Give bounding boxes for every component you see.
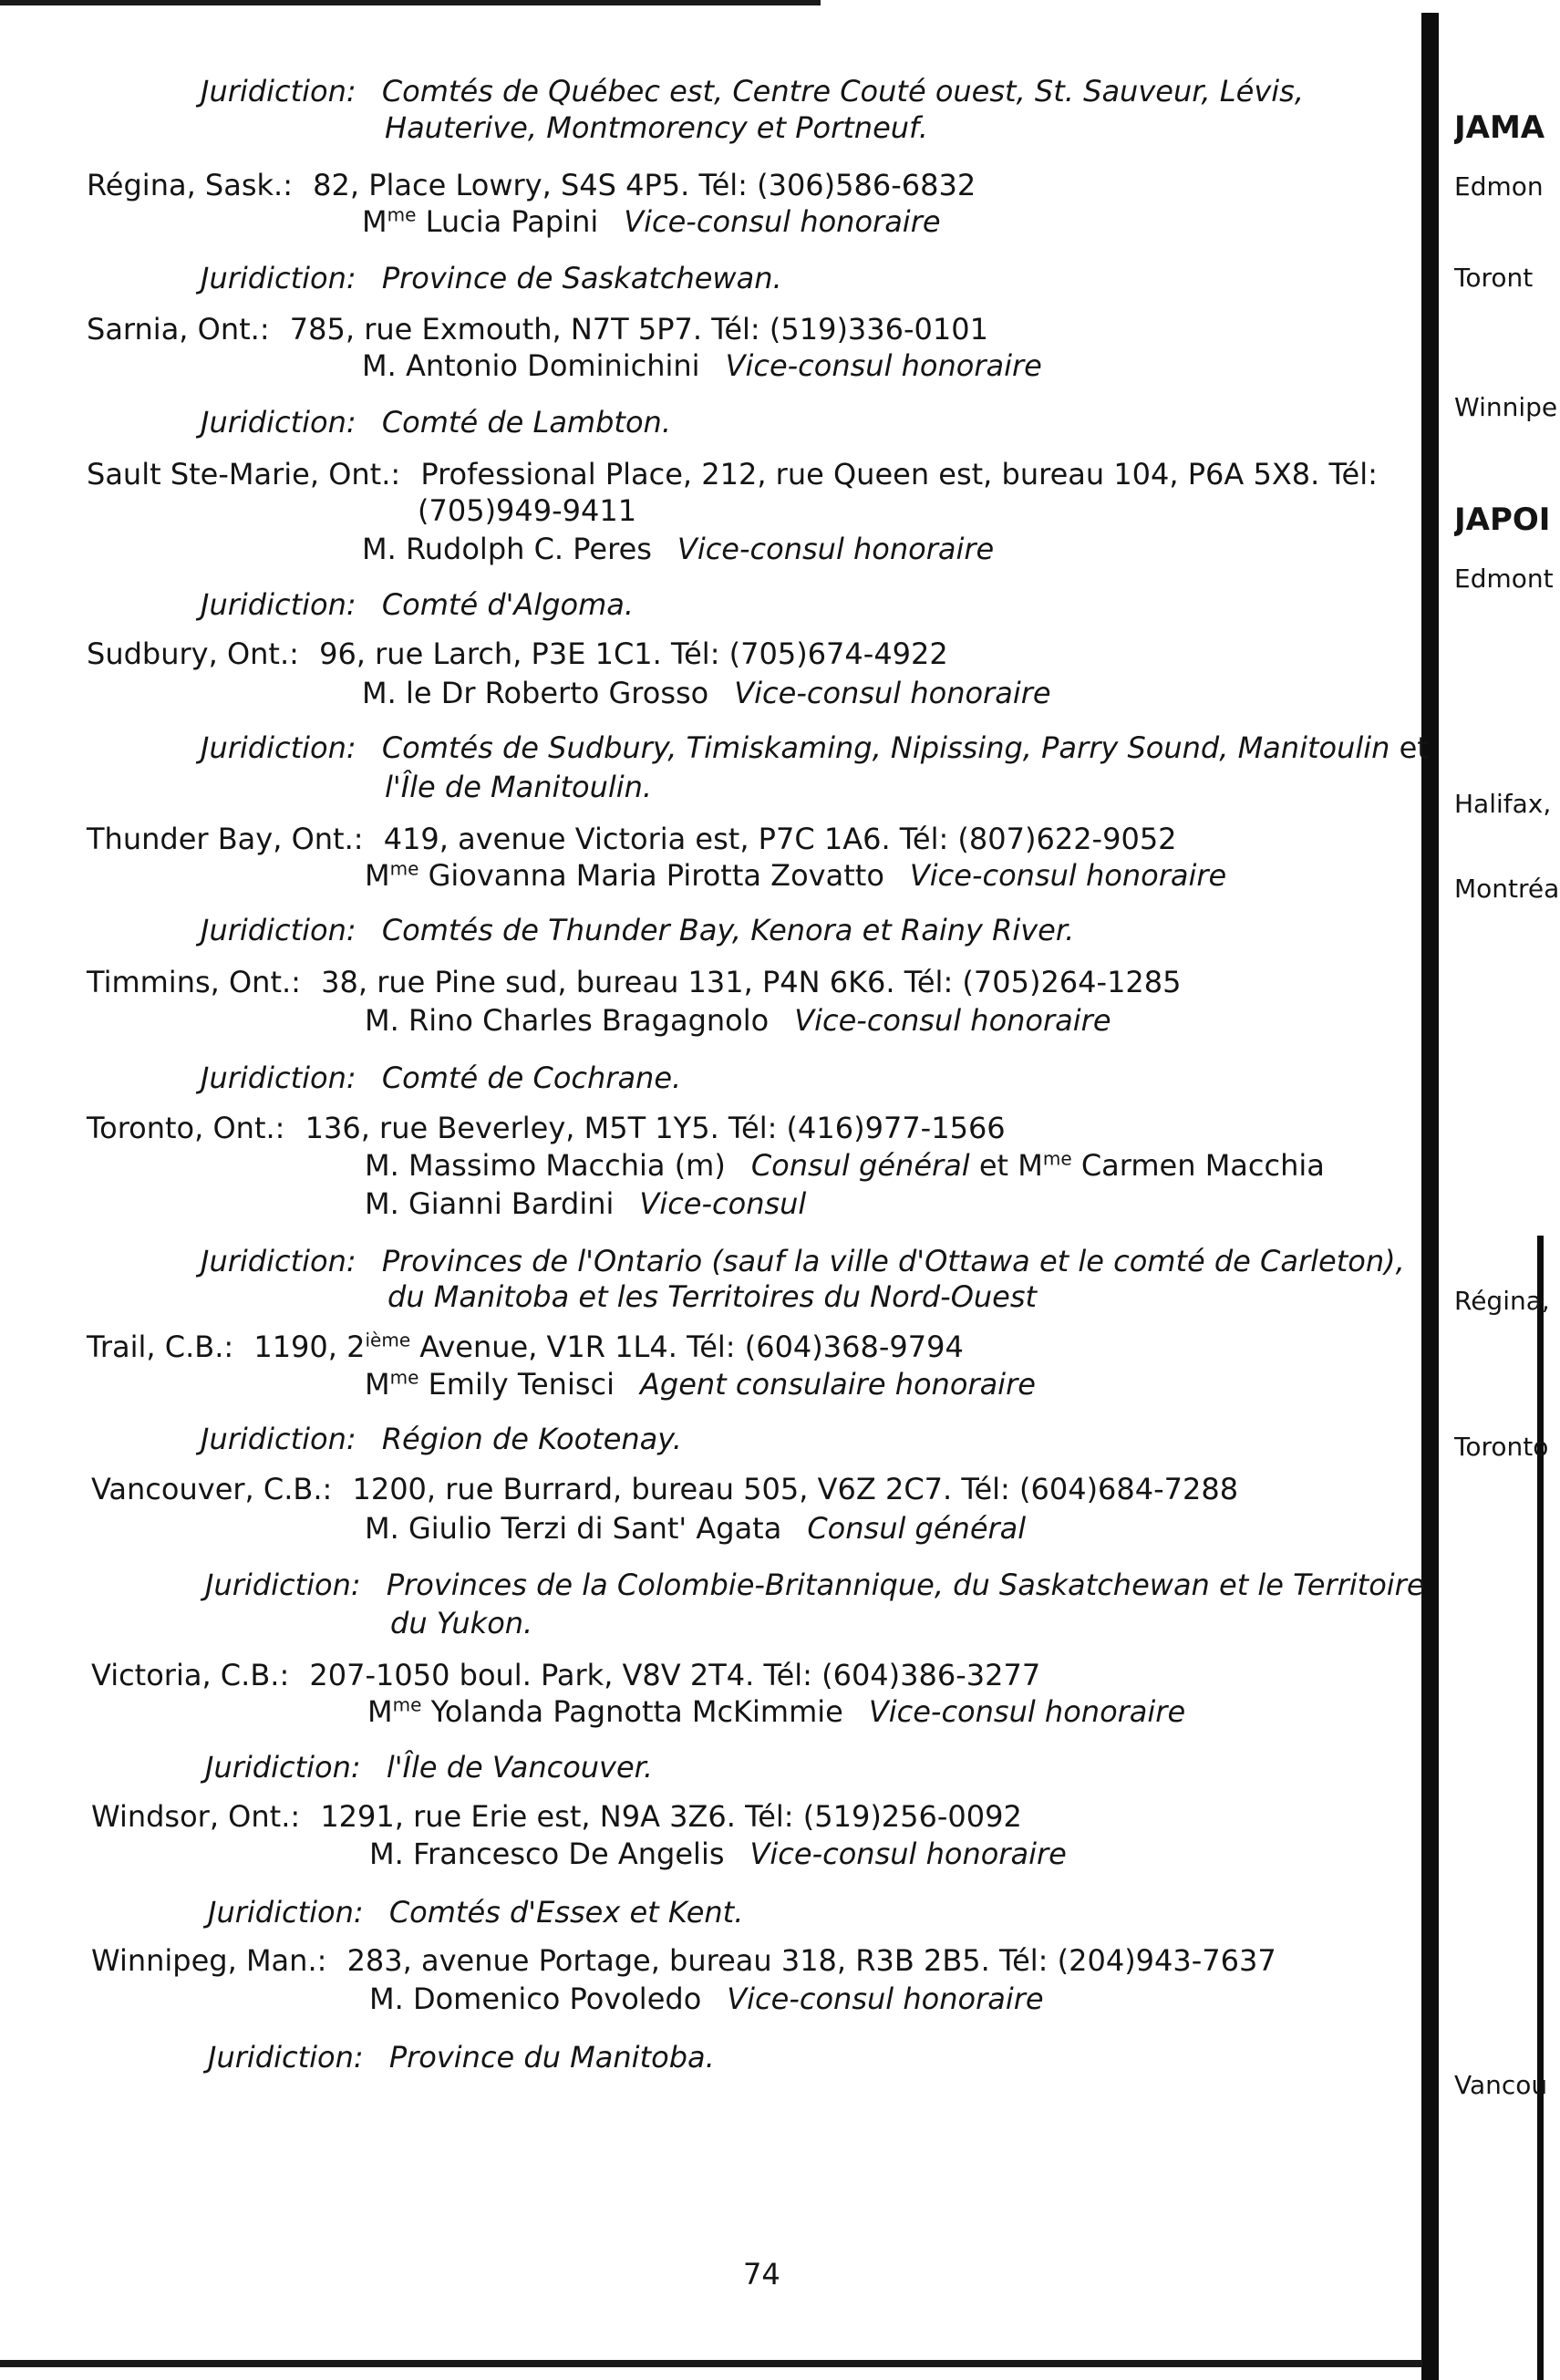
consulate-address-line: (705)949-9411 bbox=[418, 493, 637, 528]
consulate-address-line: Winnipeg, Man.: 283, avenue Portage, bureau 318, R3B 2B5. Tél: (204)943-7637 bbox=[91, 1943, 1276, 1978]
city-name: Montréa bbox=[1454, 874, 1560, 904]
consulate-address-line: Windsor, Ont.: 1291, rue Erie est, N9A 3Z6. Tél: (519)256-0092 bbox=[91, 1799, 1022, 1834]
jurisdiction-line: Juridiction: Provinces de l'Ontario (sauf la ville d'Ottawa et le comté de Carleton), bbox=[201, 1244, 1405, 1278]
jurisdiction-line: Juridiction: Région de Kootenay. bbox=[201, 1422, 682, 1456]
city-name: Sault Ste-Marie, Ont.: bbox=[87, 457, 401, 492]
consul-person: M. Antonio Dominichini Vice-consul honoraire bbox=[362, 348, 1042, 383]
city-name: Victoria, C.B.: bbox=[91, 1658, 290, 1692]
city-name: Régina, bbox=[1454, 1286, 1550, 1316]
consulate-address-line: Sudbury, Ont.: 96, rue Larch, P3E 1C1. Tél: (705)674-4922 bbox=[87, 636, 948, 671]
jurisdiction-line: Juridiction: Comtés de Thunder Bay, Kenora et Rainy River. bbox=[201, 913, 1075, 947]
city-name: Windsor, Ont.: bbox=[91, 1799, 301, 1834]
jurisdiction-line: Juridiction: Comté de Lambton. bbox=[201, 405, 671, 440]
jurisdiction-line: Juridiction: Comté d'Algoma. bbox=[201, 587, 635, 622]
page-number: 74 bbox=[743, 2257, 780, 2292]
city-name: Régina, Sask.: bbox=[87, 168, 293, 202]
consul-person: $M^{me}$ Lucia Papini Vice-consul honoraire bbox=[362, 203, 941, 239]
consulate-address-line: Vancouver, C.B.: 1200, rue Burrard, bureau 505, V6Z 2C7. Tél: (604)684-7288 bbox=[91, 1472, 1239, 1506]
jurisdiction-line: Juridiction: Comtés de Sudbury, Timiskaming, Nipissing, Parry Sound, Manitoulin et bbox=[201, 730, 1429, 765]
consulate-address-line: Thunder Bay, Ont.: 419, avenue Victoria est, P7C 1A6. Tél: (807)622-9052 bbox=[87, 822, 1177, 856]
jurisdiction-line: l'Île de Manitoulin. bbox=[385, 770, 653, 804]
city-name: Edmont bbox=[1454, 564, 1554, 594]
city-name: Toronto, Ont.: bbox=[87, 1111, 285, 1145]
consulate-address-line: Toronto, Ont.: 136, rue Beverley, M5T 1Y5. Tél: (416)977-1566 bbox=[87, 1111, 1006, 1145]
facing-page-column bbox=[1454, 0, 1560, 2380]
consulate-address-line: Régina, Sask.: 82, Place Lowry, S4S 4P5. Tél: (306)586-6832 bbox=[87, 168, 976, 202]
jurisdiction-line: Juridiction: Comtés de Québec est, Centre Couté ouest, St. Sauveur, Lévis, bbox=[201, 74, 1304, 109]
city-name: Timmins, Ont.: bbox=[87, 965, 301, 999]
city-name: Toront bbox=[1454, 263, 1534, 293]
consul-person: $M^{me}$ Yolanda Pagnotta McKimmie Vice-consul honoraire bbox=[367, 1693, 1186, 1729]
jurisdiction-line: Juridiction: Comté de Cochrane. bbox=[201, 1061, 682, 1095]
consul-person: $M^{me}$ Giovanna Maria Pirotta Zovatto Vice-consul honoraire bbox=[365, 857, 1227, 893]
city-name: Sarnia, Ont.: bbox=[87, 312, 270, 347]
consul-person: M. Massimo Macchia (m) Consul général et $M^{me}$ Carmen Macchia bbox=[365, 1147, 1325, 1183]
city-name: Edmon bbox=[1454, 171, 1544, 202]
jurisdiction-line: Juridiction: l'Île de Vancouver. bbox=[205, 1750, 654, 1785]
city-name: Winnipe bbox=[1454, 392, 1558, 422]
jurisdiction-line: Juridiction: Provinces de la Colombie-Britannique, du Saskatchewan et le Territoire bbox=[205, 1568, 1425, 1602]
consul-person: M. le Dr Roberto Grosso Vice-consul honoraire bbox=[362, 676, 1051, 710]
consulate-address-line: Trail, C.B.: 1190, 2ième Avenue, V1R 1L4. Tél: (604)368-9794 bbox=[87, 1329, 964, 1364]
consul-person: M. Francesco De Angelis Vice-consul honoraire bbox=[369, 1837, 1067, 1871]
top-edge-rule bbox=[0, 0, 821, 5]
consul-person: M. Giulio Terzi di Sant' Agata Consul général bbox=[365, 1511, 1027, 1546]
binding-gutter bbox=[1421, 13, 1439, 2380]
country-heading: JAMA bbox=[1454, 109, 1545, 146]
city-name: Vancouver, C.B.: bbox=[91, 1472, 333, 1506]
city-name: Halifax, bbox=[1454, 789, 1552, 819]
consulate-address-line: Sarnia, Ont.: 785, rue Exmouth, N7T 5P7. Tél: (519)336-0101 bbox=[87, 312, 988, 347]
consul-person: $M^{me}$ Emily Tenisci Agent consulaire honoraire bbox=[365, 1366, 1036, 1402]
consulate-address-line: Sault Ste-Marie, Ont.: Professional Place, 212, rue Queen est, bureau 104, P6A 5X8. Tél: bbox=[87, 457, 1378, 492]
city-name: Toronto bbox=[1454, 1432, 1549, 1462]
city-name: Trail, C.B.: bbox=[87, 1330, 234, 1364]
jurisdiction-line: Juridiction: Province du Manitoba. bbox=[208, 2040, 715, 2075]
jurisdiction-line: du Manitoba et les Territoires du Nord-Ouest bbox=[387, 1279, 1038, 1314]
jurisdiction-line: Hauterive, Montmorency et Portneuf. bbox=[385, 110, 928, 145]
city-name: Sudbury, Ont.: bbox=[87, 636, 299, 671]
consulate-address-line: Timmins, Ont.: 38, rue Pine sud, bureau 131, P4N 6K6. Tél: (705)264-1285 bbox=[87, 965, 1182, 999]
country-heading: JAPOI bbox=[1454, 502, 1551, 538]
consul-person: M. Rudolph C. Peres Vice-consul honoraire bbox=[362, 532, 995, 566]
city-name: Thunder Bay, Ont.: bbox=[87, 822, 364, 856]
consulate-address-line: Victoria, C.B.: 207-1050 boul. Park, V8V 2T4. Tél: (604)386-3277 bbox=[91, 1658, 1041, 1692]
city-name: Vancou bbox=[1454, 2070, 1548, 2100]
consul-person: M. Domenico Povoledo Vice-consul honoraire bbox=[369, 1982, 1044, 2016]
consul-person: M. Gianni Bardini Vice-consul bbox=[365, 1186, 807, 1221]
city-name: Winnipeg, Man.: bbox=[91, 1943, 327, 1978]
jurisdiction-line: Juridiction: Comtés d'Essex et Kent. bbox=[208, 1895, 744, 1930]
consul-person: M. Rino Charles Bragagnolo Vice-consul honoraire bbox=[365, 1003, 1111, 1038]
bottom-edge-rule bbox=[0, 2360, 1422, 2367]
jurisdiction-line: du Yukon. bbox=[390, 1606, 533, 1640]
jurisdiction-line: Juridiction: Province de Saskatchewan. bbox=[201, 261, 782, 295]
